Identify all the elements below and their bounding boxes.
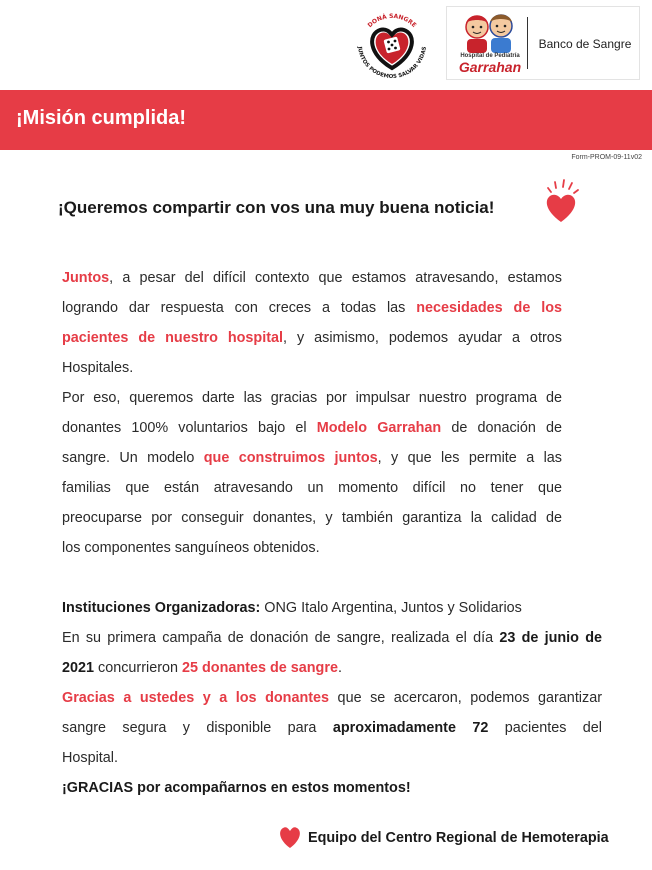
donor-count: 25 donantes de sangre [182, 660, 338, 676]
highlight-pacientes: pacientes de nuestro hospital [62, 330, 284, 346]
highlight-modelo-garrahan: Modelo Garrahan [316, 420, 442, 436]
text-line: sangre segura y disponible para aproximadamente 72 pacientes del [62, 720, 602, 736]
campaign-date: 23 de junio de [499, 630, 602, 646]
logo-divider [527, 17, 528, 69]
text-line: 2021 concurrieron 25 donantes de sangre. [62, 660, 342, 676]
text-line: donantes 100% voluntarios bajo el Modelo Garrahan de donación de [62, 420, 563, 436]
text-line: pacientes de nuestro hospital, y asimismo, podemos ayudar a otros [62, 330, 562, 346]
text-line: familias que están atravesando un momento difícil no tener que [62, 480, 562, 496]
text-line: Por eso, queremos darte las gracias por impulsar nuestro programa de [62, 390, 562, 406]
header [0, 0, 652, 88]
highlight-necesidades: necesidades de los [416, 300, 562, 316]
banco-de-sangre-label: Banco de Sangre [538, 37, 632, 51]
organizers-value: ONG Italo Argentina, Juntos y Solidarios [260, 600, 522, 616]
garrahan-name: Garrahan [458, 59, 522, 75]
text-line: Gracias a ustedes y a los donantes que se acercaron, podemos garantizar [62, 690, 602, 706]
campaign-year: 2021 [62, 660, 95, 676]
garrahan-logo [446, 6, 640, 80]
dona-sangre-logo [350, 4, 434, 88]
svg-text:DONÁ SANGRE: DONÁ SANGRE [366, 12, 418, 30]
text-line: Hospitales. [62, 360, 134, 376]
highlight-gracias: Gracias a ustedes y a los donantes [62, 690, 330, 706]
thanks-line: ¡GRACIAS por acompañarnos en estos momentos! [62, 780, 411, 796]
text-line: sangre. Un modelo que construimos juntos, y que les permite a las [62, 450, 562, 466]
text-line: logrando dar respuesta con creces a todas las necesidades de los [62, 300, 562, 316]
text-line: En su primera campaña de donación de sangre, realizada el día 23 de junio de [62, 630, 602, 646]
organizers-label: Instituciones Organizadoras: [62, 600, 261, 616]
headline: ¡Queremos compartir con vos una muy buena noticia! [58, 198, 495, 217]
footer-signature [276, 820, 646, 854]
svg-text:JUNTOS PODEMOS SALVAR VIDAS: JUNTOS PODEMOS SALVAR VIDAS [356, 46, 428, 81]
patient-count: aproximadamente 72 [332, 720, 489, 736]
text-line [62, 593, 602, 623]
garrahan-subtitle: Hospital de Pediatría [460, 53, 520, 59]
paragraph-intro [62, 263, 562, 563]
signature-text: Equipo del Centro Regional de Hemoterapia [308, 830, 609, 846]
form-code: Form-PROM-09-11v02 [571, 154, 642, 161]
highlight-juntos: Juntos [62, 270, 110, 286]
highlight-construimos: que construimos juntos [203, 450, 378, 466]
text-line: Hospital. [62, 750, 118, 766]
garrahan-children-icon [455, 11, 523, 55]
paragraph-campaign [62, 593, 602, 803]
heart-icon [276, 820, 304, 850]
banner-title: ¡Misión cumplida! [16, 107, 186, 129]
text-line: preocuparse por conseguir donantes, y también garantiza la calidad de [62, 510, 562, 526]
text-line: los componentes sanguíneos obtenidos. [62, 540, 320, 556]
text-line: Juntos, a pesar del difícil contexto que estamos atravesando, estamos [62, 270, 562, 286]
heart-icon [538, 178, 584, 226]
